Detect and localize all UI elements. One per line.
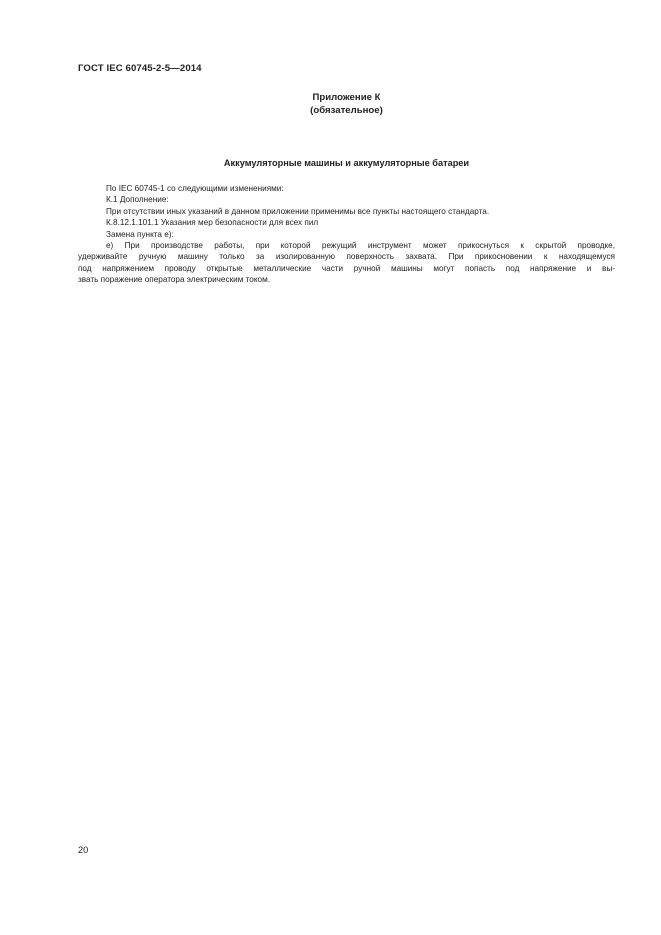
body-line: К.8.12.1.101.1 Указания мер безопасности для всех пил xyxy=(106,218,319,228)
standard-header: ГОСТ IEC 60745-2-5—2014 xyxy=(78,63,202,74)
safety-paragraph xyxy=(78,240,615,286)
page-number: 20 xyxy=(78,845,89,855)
body-line: По IEC 60745-1 со следующими изменениями: xyxy=(106,184,284,193)
document-body xyxy=(78,183,615,286)
body-line: К.1 Дополнение: xyxy=(106,195,169,205)
paragraph-line: под напряжением проводу открытые металлические части ручной машины могут попасть под напряжение и вы- xyxy=(78,263,615,273)
appendix-status: (обязательное) xyxy=(310,105,383,116)
paragraph-line: звать поражение оператора электрическим током. xyxy=(78,275,270,285)
body-line: При отсутствии иных указаний в данном приложении применимы все пункты настоящего стандарта. xyxy=(106,206,490,216)
paragraph-line: е) При производстве работы, при которой режущий инструмент может прикоснуться к скрытой проводке, xyxy=(106,240,615,250)
body-line: Замена пункта е): xyxy=(106,229,174,239)
paragraph-line: удерживайте ручную машину только за изолированную поверхность захвата. При прикосновении к находящемуся xyxy=(78,252,615,262)
appendix-title: Приложение К xyxy=(312,92,381,103)
section-title: Аккумуляторные машины и аккумуляторные батареи xyxy=(223,158,470,168)
